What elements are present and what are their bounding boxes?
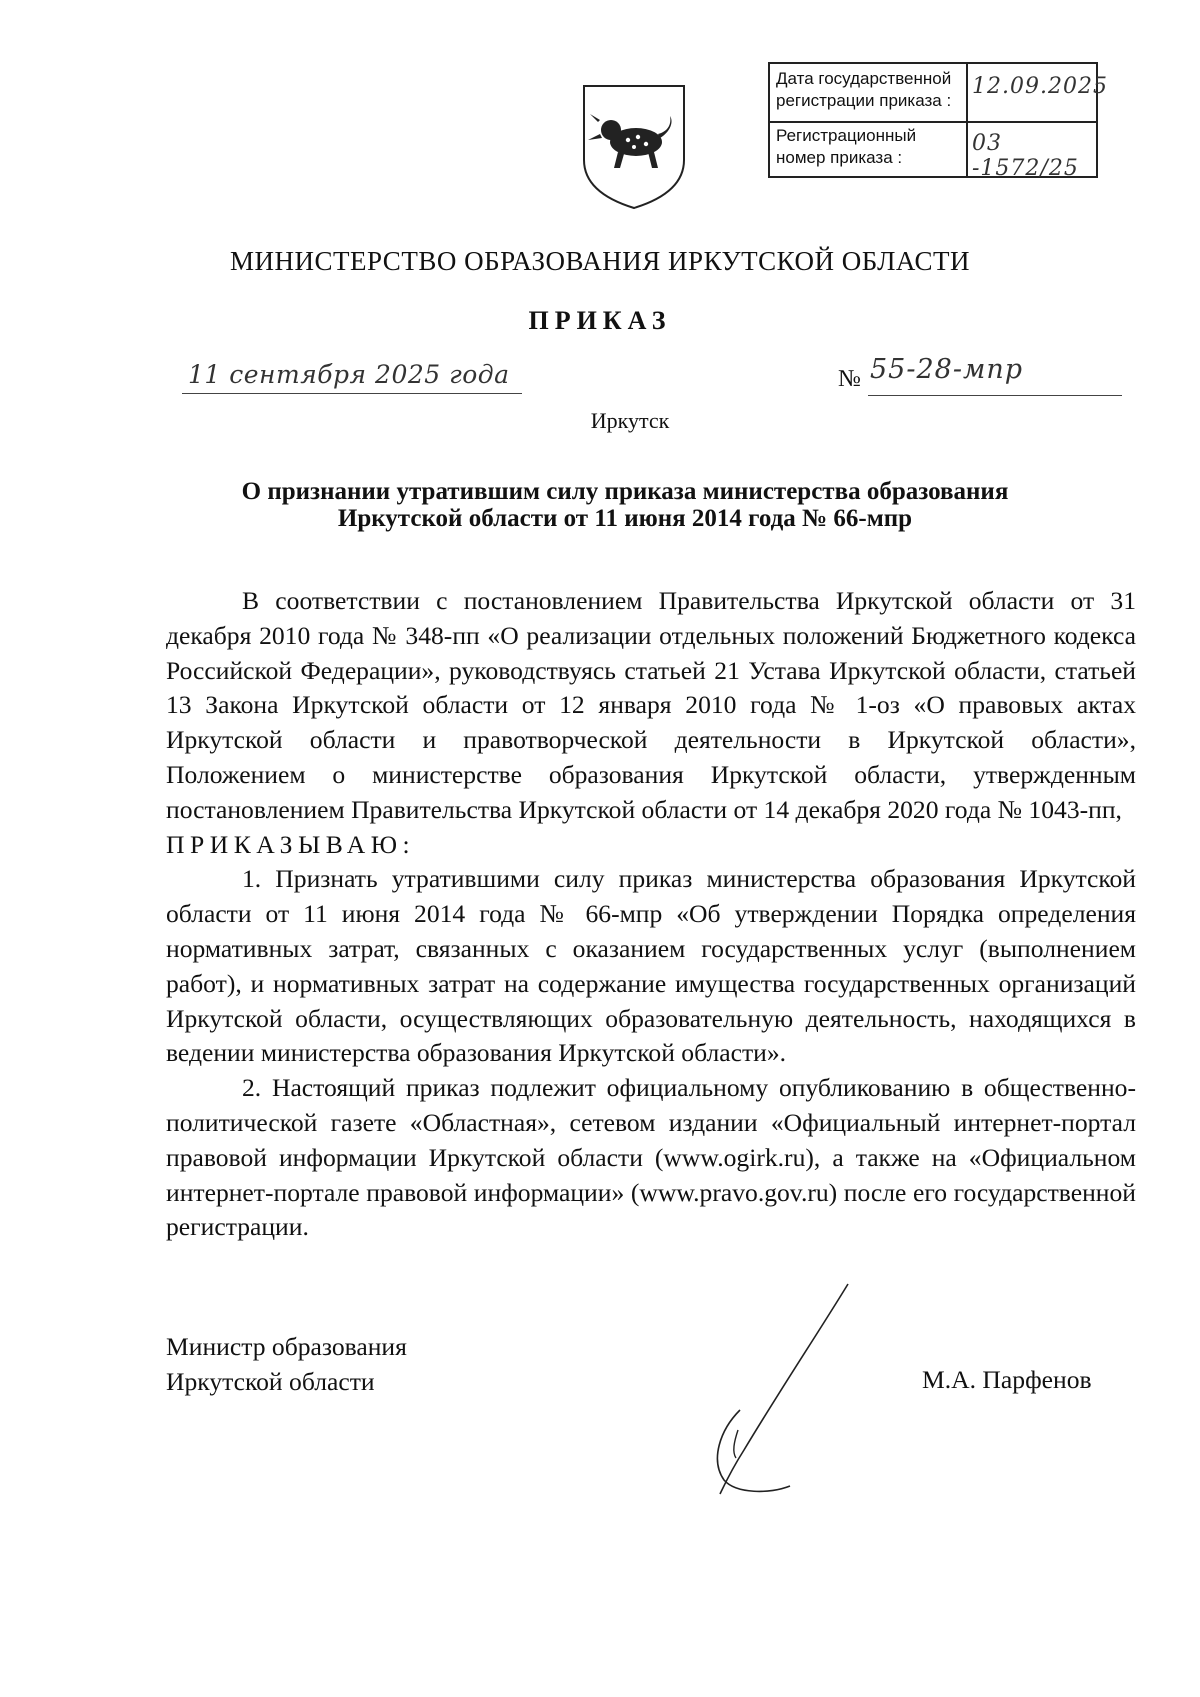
registration-stamp [768,62,1108,181]
signatory-title-line-2: Иркутской области [166,1366,375,1396]
heading-line-1: О признании утратившим силу приказа министерства образования [241,478,1009,505]
order-word: ПРИКАЗЫВАЮ: [166,829,416,859]
registration-date-value: 12.09.2025 [972,74,1108,99]
city-name: Иркутск [590,408,670,433]
number-underline [868,395,1122,396]
item-1-paragraph: 1. Признать утратившими силу приказ министерства образования Иркутской области от 11 июня 2014 года № 66-мпр «Об утверждении Порядка определения нормативных затрат, связанных с оказанием государственных услуг (выполнением работ), и нормативных затрат на содержание имущества государственных организаций Иркутской области, осуществляющих образовательную деятельность, находящихся в ведении министерства образования Иркутской области». [166,864,1136,1068]
document-type: ПРИКАЗ [528,306,672,335]
registration-number-value: 03 -1572/25 [972,131,1079,181]
ministry-name: МИНИСТЕРСТВО ОБРАЗОВАНИЯ ИРКУТСКОЙ ОБЛАСТИ [229,246,971,276]
coat-of-arms-emblem [578,82,690,212]
handwritten-signature [680,1280,880,1500]
stamp-divider [966,121,968,178]
document-heading [160,478,1090,532]
signatory-name: М.А. Парфенов [922,1365,1092,1394]
handwritten-date: 11 сентября 2025 года [188,360,510,389]
stamp-divider [966,64,968,121]
registration-date-label: Дата государственной регистрации приказа : [776,69,952,110]
heading-line-2: Иркутской области от 11 июня 2014 года № 66-мпр [337,505,913,532]
signatory-title [166,1330,407,1400]
item-2-paragraph: 2. Настоящий приказ подлежит официальному опубликованию в общественно-политической газете «Областная», сетевом издании «Официальный интернет-портал правовой информации Иркутской области (www.ogirk.ru), а также на «Официальном интернет-портале правовой информации» (www.pravo.gov.ru) после его государственной регистрации. [166,1073,1136,1242]
order-number-label: № [838,366,861,392]
registration-date-row [770,64,1108,123]
handwritten-order-number: 55-28-мпр [870,354,1024,385]
registration-number-row [770,121,1096,181]
preamble-paragraph: В соответствии с постановлением Правительства Иркутской области от 31 декабря 2010 года № 348-пп «О реализации отдельных положений Бюджетного кодекса Российской Федерации», руководствуясь статьей 21 Устава Иркутской области, статьей 13 Закона Иркутской области от 12 января 2010 года № 1-оз «О правовых актах Иркутской области и правотворческой деятельности в Иркутской области», Положением о министерстве образования Иркутской области, утвержденным постановлением Правительства Иркутской области от 14 декабря 2020 года № 1043-пп, [166,586,1136,824]
document-body [166,584,1136,1245]
registration-number-label: Регистрационный номер приказа : [776,126,917,167]
date-underline [182,393,522,394]
signatory-title-line-1: Министр образования [166,1332,407,1361]
